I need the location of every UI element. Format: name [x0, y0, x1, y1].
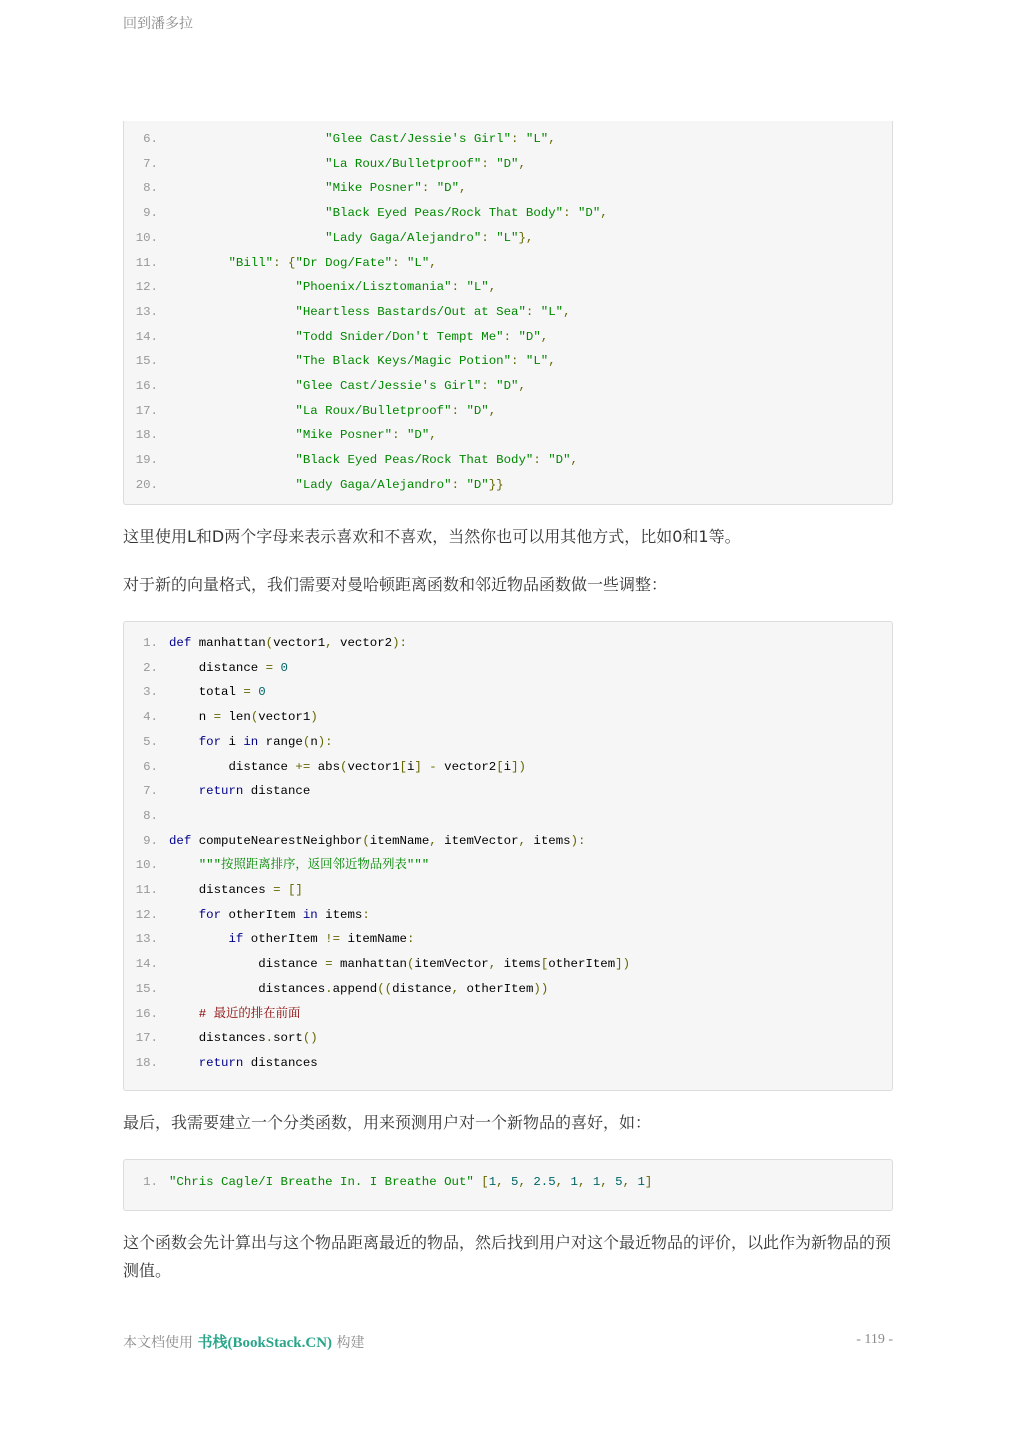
code-token: "Chris Cagle/I Breathe In. I Breathe Out" [169, 1175, 474, 1189]
code-token: vector2 [444, 759, 497, 774]
code-token: in [243, 734, 259, 749]
line-number: 5. [143, 734, 158, 749]
line-number: 20. [135, 477, 158, 492]
code-token: )) [533, 981, 549, 996]
line-number: 12. [135, 280, 158, 295]
code-line [124, 954, 630, 974]
code-token: : [451, 403, 467, 418]
code-token: 0 [280, 660, 288, 675]
code-token: , [563, 304, 571, 319]
code-token: "Mike Posner" [325, 181, 422, 196]
code-token: "L" [496, 230, 519, 245]
code-token: "Phoenix/Lisztomania" [295, 280, 452, 295]
code-line [124, 129, 556, 149]
code-text [158, 633, 407, 653]
code-token: distances [258, 981, 326, 996]
code-token: }} [488, 477, 504, 492]
code-token: , [518, 833, 534, 848]
code-token: , [548, 132, 556, 146]
code-token: i [221, 734, 244, 749]
code-line [124, 1053, 318, 1073]
code-token: ( [406, 957, 415, 972]
line-number: 6. [143, 132, 158, 146]
code-token: manhattan [340, 957, 407, 972]
code-text [158, 302, 571, 322]
code-token: ): [317, 734, 333, 749]
code-token: }, [518, 230, 534, 245]
code-token: "Glee Cast/Jessie's Girl" [295, 379, 482, 393]
code-token: def [169, 833, 192, 848]
code-token: "L" [406, 255, 430, 270]
line-number: 7. [143, 784, 158, 799]
line-number: 9. [143, 833, 158, 848]
code-token: , [518, 1175, 534, 1189]
code-text [158, 228, 533, 248]
code-token: , [540, 329, 549, 344]
line-number: 14. [135, 957, 158, 972]
code-token: ): [392, 636, 407, 650]
code-token: 5 [615, 1175, 623, 1189]
code-text [158, 707, 318, 727]
code-token: ( [250, 710, 259, 725]
code-line [124, 376, 526, 396]
code-token: . [265, 1031, 274, 1046]
code-token: total [198, 685, 244, 700]
code-token: sort [273, 1031, 303, 1046]
code-token: [ [399, 759, 407, 774]
code-token: "Glee Cast/Jessie's Girl" [325, 132, 512, 146]
code-line [124, 633, 407, 653]
code-text [158, 905, 370, 925]
code-line [124, 905, 370, 925]
code-token: : [362, 907, 370, 922]
code-token: : [481, 379, 497, 393]
code-token: = [265, 660, 281, 675]
code-text [158, 154, 526, 174]
code-token: 5 [511, 1175, 519, 1189]
code-token: , [325, 636, 341, 650]
code-line [124, 425, 437, 445]
code-line [124, 351, 556, 371]
code-token: "Bill" [228, 255, 274, 270]
code-token: ( [340, 759, 348, 774]
code-line [124, 855, 429, 875]
line-number: 13. [135, 932, 158, 947]
code-line [124, 277, 496, 297]
code-token: "L" [525, 354, 549, 369]
code-line [124, 682, 266, 702]
code-token: 1 [570, 1175, 578, 1189]
code-token: itemVector [444, 833, 519, 848]
line-number: 8. [143, 808, 158, 823]
code-token: ) [310, 710, 318, 725]
code-token: : [533, 453, 549, 468]
code-token: items [503, 957, 541, 972]
code-token: = [325, 957, 341, 972]
line-number: 2. [143, 660, 158, 675]
line-number: 18. [135, 1055, 158, 1070]
back-to-pandora-link[interactable]: 回到潘多拉 [123, 16, 193, 32]
code-token: """按照距离排序，返回邻近物品列表""" [198, 858, 430, 873]
code-token: , [488, 957, 504, 972]
code-token: distance [228, 759, 296, 774]
code-token: computeNearestNeighbor [191, 833, 363, 848]
code-token: distance [198, 660, 266, 675]
code-text [158, 682, 266, 702]
page-number: - 119 - [856, 1332, 893, 1347]
code-text [158, 1028, 318, 1048]
code-token: "Dr Dog/Fate" [295, 255, 393, 270]
code-line [124, 154, 526, 174]
line-number: 17. [135, 403, 158, 418]
code-line [124, 178, 466, 198]
code-token: : { [273, 255, 296, 270]
code-text [158, 253, 437, 273]
code-token: "Todd Snider/Don't Tempt Me" [295, 329, 504, 344]
code-token: [ [481, 1175, 489, 1189]
line-number: 19. [135, 453, 158, 468]
code-token: abs [317, 759, 341, 774]
line-number: 16. [135, 379, 158, 393]
code-token: vector1 [347, 759, 400, 774]
code-token: : [563, 206, 578, 221]
code-text [158, 425, 437, 445]
code-token: : [392, 428, 407, 443]
code-token: distances [243, 1055, 318, 1070]
code-token: , [600, 1175, 616, 1189]
code-token: range [258, 734, 303, 749]
code-line [124, 880, 303, 900]
code-text [158, 781, 310, 801]
code-token: , [577, 1175, 593, 1189]
line-number: 18. [135, 428, 158, 443]
code-token: [ [496, 759, 504, 774]
code-token: : [406, 932, 415, 947]
code-text [158, 979, 548, 999]
footer-credit [123, 1331, 365, 1352]
footer-prefix: 本文档使用 [123, 1335, 198, 1351]
code-token: # 最近的排在前面 [198, 1006, 301, 1021]
line-number: 11. [135, 883, 158, 897]
code-text [158, 327, 548, 347]
code-token: , [496, 1175, 512, 1189]
code-block-manhattan-functions [123, 621, 893, 1091]
code-line [124, 1004, 300, 1024]
code-text [158, 129, 556, 149]
code-token: "Lady Gaga/Alejandro" [295, 477, 452, 492]
code-token: "L" [466, 280, 489, 295]
code-token: 1 [637, 1175, 645, 1189]
code-line [124, 831, 585, 851]
code-token: : [511, 354, 526, 369]
code-token: "D" [406, 428, 430, 443]
code-token: : [451, 477, 467, 492]
code-line [124, 732, 333, 752]
code-token: 1 [592, 1175, 601, 1189]
code-token: = [213, 710, 229, 725]
code-token: "D" [436, 181, 460, 196]
code-text [158, 732, 333, 752]
bookstack-link[interactable]: 书栈(BookStack.CN) [197, 1335, 333, 1351]
code-line [124, 707, 318, 727]
code-token: , [429, 255, 437, 270]
code-line [124, 1172, 652, 1192]
code-token: "D" [466, 477, 489, 492]
code-line [124, 401, 496, 421]
code-token: otherItem [243, 932, 326, 947]
code-token: , [555, 1175, 571, 1189]
code-text [158, 376, 526, 396]
code-token: distance [258, 957, 326, 972]
code-token: : [481, 230, 497, 245]
code-text [158, 831, 585, 851]
code-line [124, 228, 533, 248]
code-token: ): [570, 833, 586, 848]
code-token: = [243, 685, 259, 700]
code-token: , [429, 833, 445, 848]
line-number: 15. [135, 354, 158, 369]
line-number: 3. [143, 685, 158, 700]
paragraph-adjustment-intro: 对于新的向量格式，我们需要对曼哈顿距离函数和邻近物品函数做一些调整： [123, 575, 668, 594]
code-text [158, 475, 504, 495]
line-number: 1. [143, 636, 158, 650]
paragraph-ld-explanation: 这里使用L和D两个字母来表示喜欢和不喜欢，当然你也可以用其他方式，比如0和1等。 [123, 527, 741, 546]
code-token: for [198, 734, 222, 749]
code-text [158, 1172, 652, 1192]
code-token: append [332, 981, 378, 996]
code-token: += [295, 759, 318, 774]
line-number: 11. [135, 255, 158, 270]
code-token: len [228, 710, 251, 725]
code-token: , [459, 181, 467, 196]
code-token: vector1 [258, 710, 311, 725]
code-token: : [503, 329, 519, 344]
code-text [158, 929, 414, 949]
line-number: 4. [143, 710, 158, 725]
code-token: distance [392, 981, 452, 996]
code-token: , [488, 403, 497, 418]
code-text [158, 351, 556, 371]
line-number: 8. [143, 181, 158, 196]
code-token: "The Black Keys/Magic Potion" [295, 354, 512, 369]
code-token: items [317, 907, 363, 922]
code-token: otherItem [466, 981, 534, 996]
code-token: "Mike Posner" [295, 428, 393, 443]
code-line [124, 253, 437, 273]
code-token: , [622, 1175, 638, 1189]
footer-suffix: 构建 [332, 1335, 365, 1351]
code-line [124, 757, 526, 777]
code-token: ( [302, 734, 311, 749]
code-token: (( [377, 981, 393, 996]
code-token: , [570, 453, 578, 468]
code-text [158, 1004, 300, 1024]
code-token: 2.5 [533, 1175, 556, 1189]
code-token: : [481, 156, 497, 171]
code-token: 0 [258, 685, 266, 700]
code-token: otherItem [548, 957, 616, 972]
code-token: : [525, 304, 541, 319]
code-line [124, 327, 548, 347]
code-token: , [518, 379, 526, 393]
code-token: ] - [414, 759, 445, 774]
code-token: : [392, 255, 407, 270]
paragraph-prediction-explanation: 这个函数会先计算出与这个物品距离最近的物品，然后找到用户对这个最近物品的评价，以此作为新物品的预测值。 [123, 1233, 892, 1280]
code-token: "La Roux/Bulletproof" [325, 156, 482, 171]
code-token: : [421, 181, 437, 196]
code-line [124, 475, 504, 495]
code-token: ] [644, 1175, 653, 1189]
code-token: "Black Eyed Peas/Rock That Body" [325, 206, 564, 221]
code-token: "Lady Gaga/Alejandro" [325, 230, 482, 245]
line-number: 12. [135, 907, 158, 922]
line-number: 7. [143, 156, 158, 171]
code-token: items [533, 833, 571, 848]
code-line [124, 302, 571, 322]
line-number: 17. [135, 1031, 158, 1046]
code-token: , [451, 981, 467, 996]
code-token: ( [265, 636, 274, 650]
code-token: = [] [273, 883, 303, 897]
code-token: : [511, 132, 526, 146]
code-text [158, 880, 303, 900]
code-text [158, 855, 429, 875]
code-text [158, 203, 608, 223]
code-line [124, 203, 608, 223]
code-token: "D" [577, 206, 601, 221]
code-line [124, 450, 578, 470]
code-token: vector1 [273, 636, 326, 650]
code-token: distances [198, 883, 274, 897]
code-token: "L" [525, 132, 549, 146]
line-number: 16. [135, 1006, 158, 1021]
code-text [158, 178, 466, 198]
code-token: , [600, 206, 608, 221]
code-token: i [406, 759, 415, 774]
code-token: [ [540, 957, 549, 972]
code-line [124, 979, 548, 999]
code-token: def [169, 636, 192, 650]
line-number: 13. [135, 304, 158, 319]
code-token: "D" [496, 156, 519, 171]
code-text [158, 450, 578, 470]
code-block-user-ratings [123, 121, 893, 505]
code-token: otherItem [221, 907, 303, 922]
code-token: "D" [518, 329, 541, 344]
code-token: "D" [466, 403, 489, 418]
code-token: in [302, 907, 318, 922]
code-line [124, 929, 414, 949]
code-block-new-item-example [123, 1159, 893, 1211]
code-token: n [310, 734, 318, 749]
code-line [124, 658, 288, 678]
code-token: 1 [488, 1175, 497, 1189]
code-token: vector2 [340, 636, 393, 650]
code-text [158, 401, 496, 421]
code-token: . [325, 981, 333, 996]
line-number: 10. [135, 230, 158, 245]
code-token: , [429, 428, 437, 443]
code-line [124, 1028, 318, 1048]
code-token: itemVector [414, 957, 489, 972]
code-text [158, 1053, 318, 1073]
code-token: "Black Eyed Peas/Rock That Body" [295, 453, 534, 468]
code-token: return [198, 784, 244, 799]
code-token: return [198, 1055, 244, 1070]
code-line [124, 806, 169, 826]
code-text [158, 954, 630, 974]
code-token: ( [362, 833, 370, 848]
code-token: n [198, 710, 214, 725]
code-token: , [488, 280, 497, 295]
line-number: 15. [135, 981, 158, 996]
line-number: 14. [135, 329, 158, 344]
paragraph-classify-intro: 最后，我需要建立一个分类函数，用来预测用户对一个新物品的喜好，如： [123, 1113, 652, 1132]
line-number: 6. [143, 759, 158, 774]
code-text [158, 757, 526, 777]
code-token: : [451, 280, 467, 295]
line-number: 1. [143, 1175, 158, 1189]
code-token: for [198, 907, 222, 922]
code-token: i [503, 759, 512, 774]
code-token: "D" [548, 453, 571, 468]
code-token: != [325, 932, 348, 947]
code-token: itemName [347, 932, 407, 947]
code-token: () [302, 1031, 318, 1046]
code-token: "Heartless Bastards/Out at Sea" [295, 304, 526, 319]
code-token: itemName [369, 833, 430, 848]
line-number: 9. [143, 206, 158, 221]
code-token: manhattan [191, 636, 266, 650]
code-text [158, 658, 288, 678]
code-token: "La Roux/Bulletproof" [295, 403, 452, 418]
code-token: distances [198, 1031, 266, 1046]
code-line [124, 781, 310, 801]
code-token: ]) [615, 957, 631, 972]
code-token: ]) [511, 759, 526, 774]
code-text [158, 277, 496, 297]
code-token: , [518, 156, 526, 171]
code-token: distance [243, 784, 311, 799]
code-token: "D" [496, 379, 519, 393]
code-token: if [228, 932, 244, 947]
code-token: "L" [540, 304, 564, 319]
line-number: 10. [135, 858, 158, 873]
code-token: , [548, 354, 556, 369]
